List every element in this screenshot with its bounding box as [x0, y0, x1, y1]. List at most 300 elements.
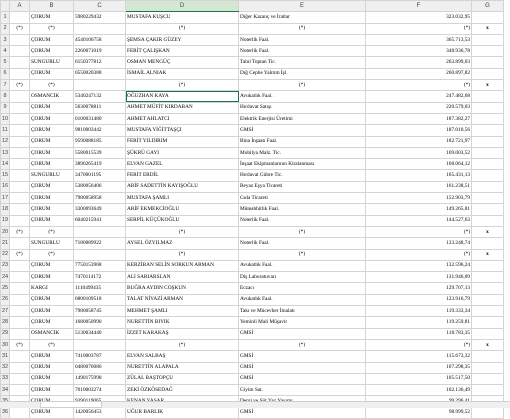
row-header[interactable]: 34 — [1, 385, 10, 396]
cell-c[interactable]: 7470114172 — [74, 272, 126, 283]
cell-d[interactable]: FERİT ÇALIŞKAN — [126, 46, 239, 57]
cell-g[interactable] — [472, 283, 504, 294]
column-header-row — [1, 1, 504, 12]
table-row — [1, 91, 504, 102]
cell-e[interactable]: Diğer Kazanç ve İratlar — [239, 12, 366, 23]
cell-d[interactable]: MUSTAFA KUŞCU — [126, 12, 239, 23]
row-header[interactable]: 6 — [1, 68, 10, 79]
row-header[interactable]: 16 — [1, 181, 10, 192]
cell-e[interactable]: Avukatlık Faal. — [239, 260, 366, 271]
cell-c[interactable]: 3890265419 — [74, 159, 126, 170]
cell-f[interactable]: 132.596,24 — [366, 260, 472, 271]
cell-b[interactable]: (*) — [30, 226, 74, 237]
cell-b[interactable]: (*) — [30, 249, 74, 260]
cell-c[interactable]: 0480076086 — [74, 362, 126, 373]
cell-b[interactable]: (*) — [30, 80, 74, 91]
cell-b[interactable]: ÇORUM — [30, 147, 74, 158]
cell-a[interactable] — [10, 238, 30, 249]
cell-b[interactable]: ÇORUM — [30, 136, 74, 147]
cell-f[interactable]: 133.248,74 — [366, 238, 472, 249]
row-header[interactable]: 31 — [1, 351, 10, 362]
cell-d[interactable]: MUSTAFA ŞAMLI — [126, 193, 239, 204]
cell-a[interactable] — [10, 328, 30, 339]
row-header[interactable]: 7 — [1, 80, 10, 91]
cell-g[interactable]: x — [472, 226, 504, 237]
cell-b[interactable]: ÇORUM — [30, 46, 74, 57]
cell-c[interactable]: 6040215941 — [74, 215, 126, 226]
cell-a[interactable] — [10, 362, 30, 373]
cell-e[interactable]: Hırdavat Satışı — [239, 102, 366, 113]
cell-g[interactable] — [472, 272, 504, 283]
cell-g[interactable] — [472, 204, 504, 215]
cell-e[interactable]: Noterlik Faal. — [239, 215, 366, 226]
cell-c[interactable] — [74, 23, 126, 34]
cell-b[interactable]: SUNGURLU — [30, 57, 74, 68]
cell-g[interactable] — [472, 260, 504, 271]
cell-e[interactable]: GMSİ — [239, 362, 366, 373]
cell-c[interactable]: 5630078811 — [74, 102, 126, 113]
row-header[interactable]: 24 — [1, 272, 10, 283]
cell-f[interactable]: 187.382,27 — [366, 113, 472, 124]
sheet-tab-bar — [0, 401, 510, 408]
row-header[interactable]: 1 — [1, 12, 10, 23]
cell-f[interactable]: 129.707,13 — [366, 283, 472, 294]
cell-g[interactable] — [472, 91, 504, 102]
cell-g[interactable] — [472, 125, 504, 136]
cell-f[interactable]: 260.897,82 — [366, 68, 472, 79]
cell-a[interactable] — [10, 57, 30, 68]
cell-f[interactable]: (*) — [366, 226, 472, 237]
cell-c[interactable] — [74, 226, 126, 237]
row-header[interactable]: 23 — [1, 260, 10, 271]
row-header[interactable]: 8 — [1, 91, 10, 102]
table-row — [1, 23, 504, 34]
cell-d[interactable]: BUĞRA AYDIN COŞKUN — [126, 283, 239, 294]
row-header[interactable]: 5 — [1, 57, 10, 68]
cell-b[interactable]: (*) — [30, 339, 74, 350]
cell-b[interactable]: ÇORUM — [30, 113, 74, 124]
cell-d[interactable]: TALAT NİYAZİ ARMAN — [126, 294, 239, 305]
cell-b[interactable]: KARGI — [30, 283, 74, 294]
cell-f[interactable]: 182.721,97 — [366, 136, 472, 147]
cell-b[interactable]: ÇORUM — [30, 181, 74, 192]
cell-f[interactable]: 348.936,78 — [366, 46, 472, 57]
cell-b[interactable]: OSMANCIK — [30, 328, 74, 339]
cell-c[interactable]: 7980058745 — [74, 306, 126, 317]
cell-a[interactable] — [10, 193, 30, 204]
row-header[interactable]: 20 — [1, 226, 10, 237]
table-row — [1, 46, 504, 57]
cell-b[interactable]: ÇORUM — [30, 34, 74, 45]
cell-f[interactable]: 107.298,35 — [366, 362, 472, 373]
cell-e[interactable]: Beyaz Eşya Ticareti — [239, 181, 366, 192]
cell-e[interactable]: GMSİ — [239, 373, 366, 384]
cell-c[interactable]: 5580015539 — [74, 147, 126, 158]
cell-e[interactable]: İnşaat Ekipmanlarının Kiralanması — [239, 159, 366, 170]
row-header[interactable]: 12 — [1, 136, 10, 147]
cell-d[interactable]: NURETTİN ALAPALA — [126, 362, 239, 373]
row-header[interactable]: 18 — [1, 204, 10, 215]
cell-a[interactable] — [10, 407, 30, 418]
cell-b[interactable]: ÇORUM — [30, 102, 74, 113]
cell-g[interactable] — [472, 317, 504, 328]
row-header[interactable]: 29 — [1, 328, 10, 339]
column-header-c[interactable]: C — [74, 1, 126, 12]
cell-d[interactable]: (*) — [126, 80, 239, 91]
cell-e[interactable]: Dığ Cephe Yalıtım İşl. — [239, 68, 366, 79]
cell-b[interactable]: ÇORUM — [30, 159, 74, 170]
cell-f[interactable]: 119.333,34 — [366, 306, 472, 317]
cell-a[interactable]: (*) — [10, 23, 30, 34]
row-header[interactable]: 26 — [1, 294, 10, 305]
cell-d[interactable]: AHMET MÜFİT KIRDABAN — [126, 102, 239, 113]
cell-c[interactable]: 1680050990 — [74, 317, 126, 328]
cell-d[interactable]: ŞEMSA ÇAKIR GÜZEY — [126, 34, 239, 45]
cell-d[interactable]: İSMAİL ALNIAK — [126, 68, 239, 79]
row-header[interactable]: 21 — [1, 238, 10, 249]
cell-c[interactable]: 6150377812 — [74, 57, 126, 68]
row-header[interactable]: 13 — [1, 147, 10, 158]
table-row — [1, 249, 504, 260]
cell-g[interactable] — [472, 46, 504, 57]
cell-a[interactable] — [10, 147, 30, 158]
cell-c[interactable]: 1420056453 — [74, 407, 126, 418]
cell-d[interactable]: (*) — [126, 226, 239, 237]
row-header[interactable]: 11 — [1, 125, 10, 136]
cell-c[interactable]: 9590088185 — [74, 136, 126, 147]
cell-f[interactable]: 323.032,95 — [366, 12, 472, 23]
cell-f[interactable]: 220.579,03 — [366, 102, 472, 113]
cell-a[interactable] — [10, 68, 30, 79]
cell-a[interactable] — [10, 215, 30, 226]
cell-e[interactable]: Noterlik Faal. — [239, 46, 366, 57]
cell-f[interactable]: 263.899,03 — [366, 57, 472, 68]
cell-b[interactable]: ÇORUM — [30, 193, 74, 204]
cell-e[interactable]: Giyim Sat. — [239, 385, 366, 396]
row-header[interactable]: 19 — [1, 215, 10, 226]
column-header-e[interactable]: E — [239, 1, 366, 12]
cell-e[interactable]: (*) — [239, 226, 366, 237]
table-row — [1, 193, 504, 204]
cell-c[interactable]: 7410003787 — [74, 351, 126, 362]
cell-c[interactable]: 7750153968 — [74, 260, 126, 271]
cell-g[interactable] — [472, 102, 504, 113]
cell-d[interactable]: SERPİL KÜÇÜKOĞLU — [126, 215, 239, 226]
cell-g[interactable] — [472, 306, 504, 317]
cell-a[interactable] — [10, 260, 30, 271]
cell-e[interactable]: Noterlik Faal. — [239, 238, 366, 249]
cell-e[interactable]: Gıda Ticareti — [239, 193, 366, 204]
cell-g[interactable] — [472, 34, 504, 45]
cell-b[interactable]: ÇORUM — [30, 125, 74, 136]
table-row — [1, 306, 504, 317]
cell-f[interactable]: 168.064,12 — [366, 159, 472, 170]
row-header[interactable]: 36 — [1, 407, 10, 418]
cell-d[interactable]: ELVAN GAZEL — [126, 159, 239, 170]
cell-g[interactable]: x — [472, 249, 504, 260]
cell-g[interactable]: x — [472, 339, 504, 350]
cell-f[interactable]: (*) — [366, 23, 472, 34]
cell-c[interactable]: 5340247132 — [74, 91, 126, 102]
cell-g[interactable] — [472, 215, 504, 226]
cell-c[interactable] — [74, 80, 126, 91]
cell-g[interactable] — [472, 385, 504, 396]
cell-e[interactable]: Tahıl Toptan Tic. — [239, 57, 366, 68]
cell-c[interactable]: 7980058958 — [74, 193, 126, 204]
cell-e[interactable]: GMSİ — [239, 351, 366, 362]
cell-e[interactable]: (*) — [239, 249, 366, 260]
cell-g[interactable] — [472, 170, 504, 181]
row-header[interactable]: 28 — [1, 317, 10, 328]
cell-e[interactable]: (*) — [239, 23, 366, 34]
column-header-f[interactable]: F — [366, 1, 472, 12]
cell-a[interactable] — [10, 272, 30, 283]
row-header[interactable]: 22 — [1, 249, 10, 260]
cell-a[interactable] — [10, 373, 30, 384]
cell-f[interactable]: (*) — [366, 339, 472, 350]
cell-e[interactable]: Müteahhitlik Faal. — [239, 204, 366, 215]
cell-b[interactable]: ÇORUM — [30, 204, 74, 215]
cell-d[interactable]: AHMET AHLATCI — [126, 113, 239, 124]
cell-e[interactable]: Hırdavat Gübre Tic. — [239, 170, 366, 181]
column-header-g[interactable]: G — [472, 1, 504, 12]
cell-c[interactable]: 3470001195 — [74, 170, 126, 181]
cell-a[interactable] — [10, 170, 30, 181]
cell-g[interactable] — [472, 238, 504, 249]
cell-f[interactable]: 131.946,09 — [366, 272, 472, 283]
cell-f[interactable]: 152.903,79 — [366, 193, 472, 204]
cell-e[interactable]: GMSİ — [239, 328, 366, 339]
row-header[interactable]: 27 — [1, 306, 10, 317]
cell-g[interactable] — [472, 351, 504, 362]
cell-c[interactable]: 7010003274 — [74, 385, 126, 396]
cell-f[interactable]: (*) — [366, 80, 472, 91]
cell-d[interactable]: FERİT YILDIRIM — [126, 136, 239, 147]
column-header-a[interactable]: A — [10, 1, 30, 12]
cell-a[interactable] — [10, 317, 30, 328]
cell-a[interactable]: (*) — [10, 249, 30, 260]
row-header[interactable]: 10 — [1, 113, 10, 124]
cell-e[interactable]: GMSİ — [239, 125, 366, 136]
cell-b[interactable]: ÇORUM — [30, 294, 74, 305]
cell-b[interactable]: ÇORUM — [30, 306, 74, 317]
cell-e[interactable]: Elektrik Enerjisi Üretimi — [239, 113, 366, 124]
cell-c[interactable]: 5380056406 — [74, 181, 126, 192]
row-header[interactable]: 15 — [1, 170, 10, 181]
cell-d[interactable]: (*) — [126, 339, 239, 350]
cell-a[interactable]: (*) — [10, 226, 30, 237]
cell-b[interactable]: ÇORUM — [30, 407, 74, 418]
cell-f[interactable]: 105.517,50 — [366, 373, 472, 384]
cell-f[interactable]: 102.136,49 — [366, 385, 472, 396]
table-row — [1, 12, 504, 23]
cell-e[interactable]: GMSİ — [239, 407, 366, 418]
cell-c[interactable]: 0100031480 — [74, 113, 126, 124]
cell-f[interactable]: 169.003,52 — [366, 147, 472, 158]
cell-f[interactable]: 144.527,63 — [366, 215, 472, 226]
cell-g[interactable] — [472, 362, 504, 373]
cell-a[interactable] — [10, 159, 30, 170]
cell-g[interactable] — [472, 193, 504, 204]
cell-e[interactable]: Avukatlık Faal. — [239, 294, 366, 305]
cell-a[interactable] — [10, 102, 30, 113]
cell-c[interactable]: 1490175998 — [74, 373, 126, 384]
row-header[interactable]: 32 — [1, 362, 10, 373]
cell-e[interactable]: Avukatlık Faal. — [239, 91, 366, 102]
cell-b[interactable]: ÇORUM — [30, 351, 74, 362]
cell-a[interactable] — [10, 204, 30, 215]
cell-a[interactable] — [10, 136, 30, 147]
row-header[interactable]: 17 — [1, 193, 10, 204]
cell-a[interactable]: (*) — [10, 80, 30, 91]
cell-g[interactable]: x — [472, 80, 504, 91]
row-header[interactable]: 30 — [1, 339, 10, 350]
cell-b[interactable]: ÇORUM — [30, 373, 74, 384]
cell-a[interactable] — [10, 351, 30, 362]
cell-f[interactable]: 161.238,51 — [366, 181, 472, 192]
cell-e[interactable]: Eczacı — [239, 283, 366, 294]
table-row — [1, 147, 504, 158]
cell-a[interactable] — [10, 306, 30, 317]
cell-d[interactable]: ELVAN SALBAŞ — [126, 351, 239, 362]
cell-b[interactable]: OSMANCIK — [30, 91, 74, 102]
cell-d[interactable]: UĞUR BARLIK — [126, 407, 239, 418]
cell-f[interactable]: 365.713,53 — [366, 34, 472, 45]
cell-b[interactable]: ÇORUM — [30, 272, 74, 283]
cell-a[interactable] — [10, 294, 30, 305]
cell-g[interactable] — [472, 57, 504, 68]
cell-a[interactable] — [10, 385, 30, 396]
cell-d[interactable]: ALİ SARIARSLAN — [126, 272, 239, 283]
cell-f[interactable]: 165.431,13 — [366, 170, 472, 181]
cell-b[interactable]: (*) — [30, 23, 74, 34]
cell-a[interactable] — [10, 283, 30, 294]
cell-g[interactable] — [472, 407, 504, 418]
cell-c[interactable]: 1110499435 — [74, 283, 126, 294]
cell-e[interactable]: Diş Laboratuvarı — [239, 272, 366, 283]
cell-c[interactable]: 7180089922 — [74, 238, 126, 249]
cell-d[interactable]: ŞÜKRÜ GAYI — [126, 147, 239, 158]
cell-d[interactable]: ZEKİ ÖZKÖSEDAĞ — [126, 385, 239, 396]
cell-b[interactable]: ÇORUM — [30, 362, 74, 373]
cell-g[interactable] — [472, 328, 504, 339]
cell-g[interactable] — [472, 181, 504, 192]
cell-g[interactable] — [472, 136, 504, 147]
cell-d[interactable]: İZZET KARAKAŞ — [126, 328, 239, 339]
cell-e[interactable]: (*) — [239, 80, 366, 91]
cell-b[interactable]: ÇORUM — [30, 12, 74, 23]
cell-d[interactable]: OSMAN MENGÜÇ — [126, 57, 239, 68]
cell-g[interactable] — [472, 12, 504, 23]
cell-g[interactable] — [472, 113, 504, 124]
cell-d[interactable]: FERİT ERDİL — [126, 170, 239, 181]
column-header-d[interactable]: D — [126, 1, 239, 12]
table-row — [1, 159, 504, 170]
cell-f[interactable]: 115.673,32 — [366, 351, 472, 362]
cell-g[interactable] — [472, 159, 504, 170]
cell-g[interactable] — [472, 147, 504, 158]
cell-f[interactable]: 247.482,68 — [366, 91, 472, 102]
cell-c[interactable]: 9810003442 — [74, 125, 126, 136]
cell-g[interactable] — [472, 373, 504, 384]
cell-d[interactable]: ARİF SADETTİN KAYIŞOĞLU — [126, 181, 239, 192]
cell-a[interactable] — [10, 46, 30, 57]
cell-e[interactable]: Takı ve Mücevher İmalatı — [239, 306, 366, 317]
cell-c[interactable]: 3300093649 — [74, 204, 126, 215]
cell-b[interactable]: ÇORUM — [30, 68, 74, 79]
select-all-corner[interactable] — [1, 1, 10, 12]
cell-d[interactable]: MEHMET ŞAMLI — [126, 306, 239, 317]
cell-a[interactable] — [10, 34, 30, 45]
cell-c[interactable]: 2260071019 — [74, 46, 126, 57]
row-header[interactable]: 33 — [1, 373, 10, 384]
cell-f[interactable]: 149.265,81 — [366, 204, 472, 215]
cell-c[interactable]: 4540106758 — [74, 34, 126, 45]
cell-a[interactable] — [10, 181, 30, 192]
row-header[interactable]: 3 — [1, 34, 10, 45]
column-header-b[interactable]: B — [30, 1, 74, 12]
row-header[interactable]: 4 — [1, 46, 10, 57]
cell-d[interactable]: ARİF EKMEKCİOĞLU — [126, 204, 239, 215]
cell-c[interactable]: 0800109518 — [74, 294, 126, 305]
cell-b[interactable]: ÇORUM — [30, 385, 74, 396]
cell-g[interactable] — [472, 68, 504, 79]
cell-d[interactable]: MUSTAFA YİĞİTTAŞÇI — [126, 125, 239, 136]
cell-d[interactable]: (*) — [126, 249, 239, 260]
cell-a[interactable] — [10, 113, 30, 124]
cell-d[interactable]: AYSEL ÖZYILMAZ — [126, 238, 239, 249]
cell-a[interactable] — [10, 12, 30, 23]
cell-b[interactable]: SUNGURLU — [30, 238, 74, 249]
cell-c[interactable] — [74, 339, 126, 350]
cell-g[interactable]: x — [472, 23, 504, 34]
row-header[interactable]: 14 — [1, 159, 10, 170]
cell-b[interactable]: ÇORUM — [30, 260, 74, 271]
cell-f[interactable]: 187.010,56 — [366, 125, 472, 136]
cell-e[interactable]: (*) — [239, 339, 366, 350]
row-header[interactable]: 25 — [1, 283, 10, 294]
cell-e[interactable]: Bina İnşaatı Faal. — [239, 136, 366, 147]
cell-c[interactable] — [74, 249, 126, 260]
cell-f[interactable]: 119.259,81 — [366, 317, 472, 328]
cell-d[interactable]: ZÜLAL BAŞTOPÇU — [126, 373, 239, 384]
cell-c[interactable]: 5130034440 — [74, 328, 126, 339]
cell-c[interactable]: 5980229432 — [74, 12, 126, 23]
cell-d[interactable]: KERZİBAN SELİN SORKUN ARMAN — [126, 260, 239, 271]
cell-e[interactable]: Yeminli Mali Müşavir — [239, 317, 366, 328]
cell-f[interactable]: (*) — [366, 249, 472, 260]
sheet-tab[interactable] — [40, 402, 102, 408]
cell-c[interactable]: 0550020388 — [74, 68, 126, 79]
row-header[interactable]: 9 — [1, 102, 10, 113]
cell-a[interactable] — [10, 91, 30, 102]
cell-a[interactable] — [10, 125, 30, 136]
row-header[interactable]: 2 — [1, 23, 10, 34]
cell-b[interactable]: SUNGURLU — [30, 170, 74, 181]
cell-f[interactable]: 98.999,52 — [366, 407, 472, 418]
cell-e[interactable]: Noterlik Faal. — [239, 34, 366, 45]
cell-d[interactable]: NURETTİN BIYIK — [126, 317, 239, 328]
cell-f[interactable]: 118.783,35 — [366, 328, 472, 339]
cell-b[interactable]: ÇORUM — [30, 317, 74, 328]
cell-d[interactable]: OĞUZHAN KAYA — [126, 91, 239, 102]
cell-a[interactable]: (*) — [10, 339, 30, 350]
cell-g[interactable] — [472, 294, 504, 305]
cell-f[interactable]: 123.916,79 — [366, 294, 472, 305]
cell-e[interactable]: Mobilya Malz. Tic. — [239, 147, 366, 158]
cell-d[interactable]: (*) — [126, 23, 239, 34]
cell-b[interactable]: ÇORUM — [30, 215, 74, 226]
